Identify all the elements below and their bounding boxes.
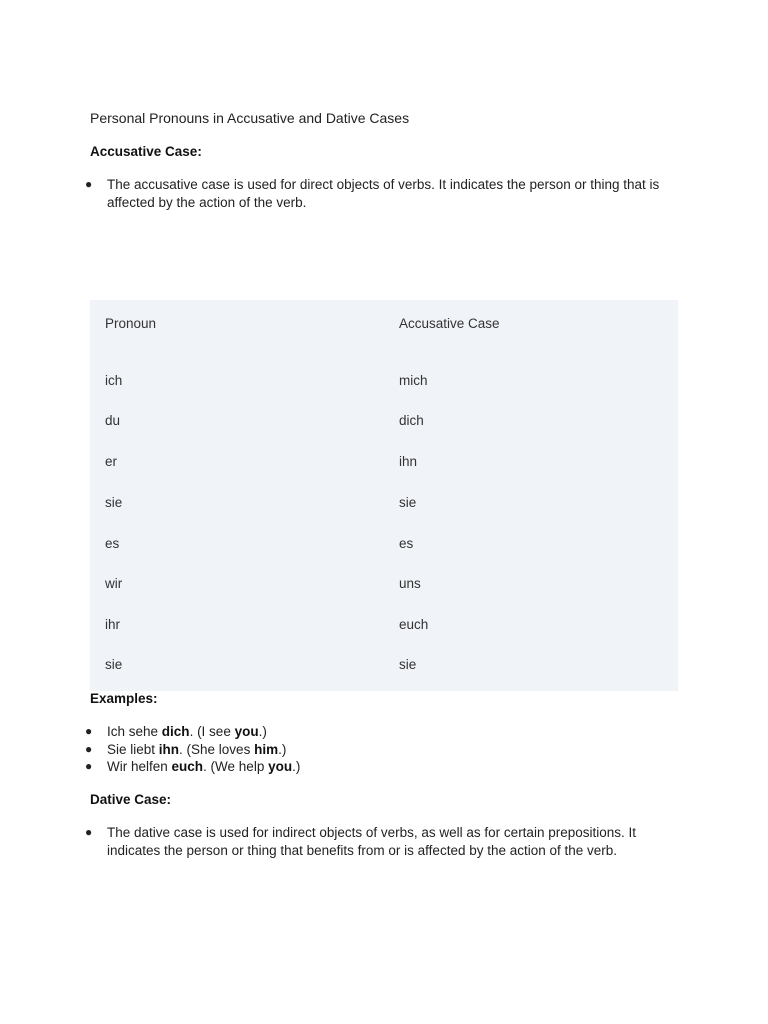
- table-cell-accusative: es: [399, 536, 414, 551]
- document-title: Personal Pronouns in Accusative and Dative Cases: [90, 110, 410, 126]
- table-cell-accusative: euch: [399, 617, 429, 632]
- table-header-accusative: Accusative Case: [399, 316, 500, 331]
- table-cell-accusative: sie: [399, 495, 417, 510]
- table-cell-pronoun: ich: [105, 373, 123, 388]
- accusative-heading: Accusative Case:: [90, 144, 202, 159]
- example-text: Ich sehe dich. (I see you.): [107, 724, 267, 739]
- table-cell-pronoun: er: [105, 454, 118, 469]
- table-cell-pronoun: sie: [105, 657, 123, 672]
- dative-description-list: [85, 824, 685, 859]
- list-item: [85, 723, 685, 741]
- accusative-pronoun-table: [90, 300, 678, 691]
- examples-list: [85, 723, 685, 776]
- table-header-pronoun: Pronoun: [105, 316, 157, 331]
- example-text: Wir helfen euch. (We help you.): [107, 759, 301, 774]
- dative-description: The dative case is used for indirect objects of verbs, as well as for certain prepositions. It indicates the person or thing that benefits from or is affected by the action of the verb.: [107, 825, 636, 858]
- list-item: [85, 758, 685, 776]
- list-item: [85, 824, 685, 859]
- table-cell-accusative: sie: [399, 657, 417, 672]
- table-cell-pronoun: du: [105, 413, 121, 428]
- examples-heading: Examples:: [90, 691, 158, 706]
- bullet-icon: ●: [85, 177, 93, 191]
- bullet-icon: ●: [85, 825, 93, 839]
- bullet-icon: ●: [85, 741, 93, 756]
- dative-heading: Dative Case:: [90, 792, 172, 807]
- table-cell-pronoun: wir: [105, 576, 123, 591]
- table-cell-pronoun: ihr: [105, 617, 121, 632]
- accusative-description-list: [85, 176, 685, 211]
- table-cell-accusative: ihn: [399, 454, 418, 469]
- table-cell-pronoun: sie: [105, 495, 123, 510]
- table-cell-accusative: dich: [399, 413, 424, 428]
- bullet-icon: ●: [85, 759, 93, 773]
- table-cell-accusative: uns: [399, 576, 421, 591]
- table-cell-pronoun: es: [105, 536, 120, 551]
- table-cell-accusative: mich: [399, 373, 428, 388]
- list-item: [85, 741, 685, 759]
- example-text: Sie liebt ihn. (She loves him.): [107, 741, 287, 757]
- bullet-icon: ●: [85, 724, 93, 738]
- list-item: [85, 176, 685, 211]
- accusative-description: The accusative case is used for direct objects of verbs. It indicates the person or thing that is affected by the action of the verb.: [107, 177, 660, 210]
